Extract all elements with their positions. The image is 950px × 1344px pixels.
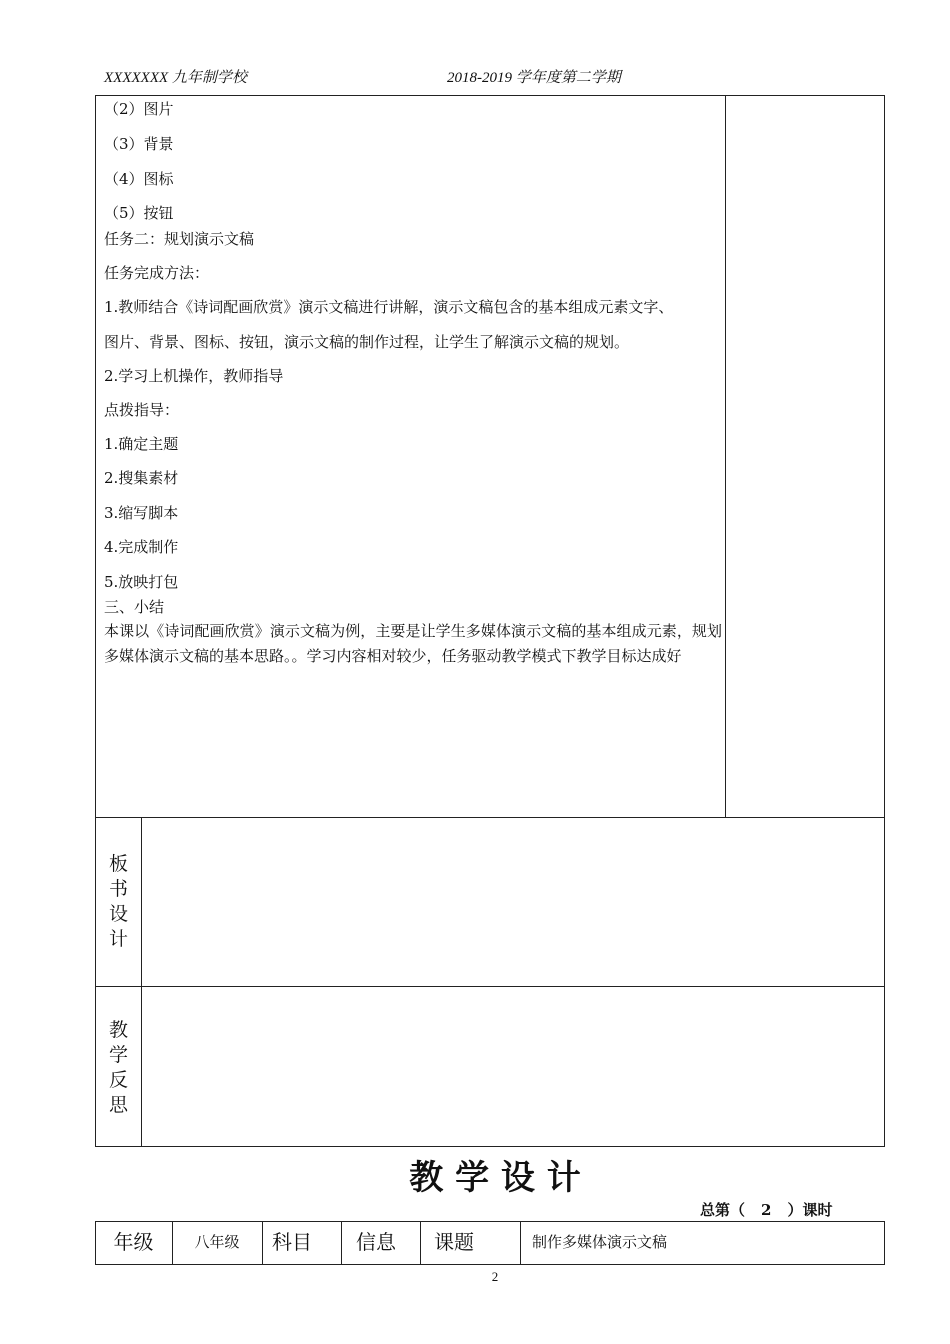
content-line: （5）按钮 <box>104 204 174 222</box>
content-line: 3.缩写脚本 <box>104 504 179 522</box>
content-line: 任务完成方法： <box>104 264 210 282</box>
page-number: 2 <box>491 1269 499 1284</box>
label-column-divider <box>141 817 142 1147</box>
content-line: 2.搜集素材 <box>104 469 179 487</box>
row-divider-1 <box>95 817 885 818</box>
grade-value: 八年级 <box>194 1233 240 1251</box>
content-line: 1.确定主题 <box>104 435 179 453</box>
topic-label: 课题 <box>434 1230 474 1254</box>
content-line: 点拨指导： <box>104 401 180 419</box>
subject-value: 信息 <box>356 1230 396 1254</box>
reflection-label: 教 学 反 思 <box>108 1019 128 1116</box>
row-divider-2 <box>95 986 885 987</box>
content-line: 图片、背景、图标、按钮，演示文稿的制作过程，让学生了解演示文稿的规划。 <box>104 333 630 351</box>
header-term: 2018-2019 学年度第二学期 <box>447 70 621 86</box>
header-school: XXXXXXX 九年制学校 <box>104 70 247 86</box>
topic-value: 制作多媒体演示文稿 <box>532 1233 668 1251</box>
content-line: （4）图标 <box>104 170 174 188</box>
board-design-label: 板 书 设 计 <box>108 853 128 950</box>
content-line: 三、小结 <box>104 598 165 616</box>
design-title: 教 学 设 计 <box>409 1158 581 1198</box>
content-line: 2.学习上机操作，教师指导 <box>104 367 284 385</box>
grade-label: 年级 <box>113 1230 154 1254</box>
content-line: 4.完成制作 <box>104 538 179 556</box>
content-line: （2）图片 <box>104 100 174 118</box>
lesson-count: 总第（ 2 ）课时 <box>700 1201 833 1219</box>
content-line: 任务二：规划演示文稿 <box>104 230 255 248</box>
content-line: （3）背景 <box>104 135 174 153</box>
content-line: 1.教师结合《诗词配画欣赏》演示文稿进行讲解，演示文稿包含的基本组成元素文字、 <box>104 298 674 316</box>
subject-label: 科目 <box>272 1230 312 1254</box>
content-line: 5.放映打包 <box>104 573 179 591</box>
summary-paragraph: 本课以《诗词配画欣赏》演示文稿为例，主要是让学生多媒体演示文稿的基本组成元素，规划多媒体演示文稿的基本思路。。学习内容相对较少，任务驱动教学模式下教学目标达成好 <box>104 622 722 665</box>
notes-column-divider <box>725 95 726 817</box>
